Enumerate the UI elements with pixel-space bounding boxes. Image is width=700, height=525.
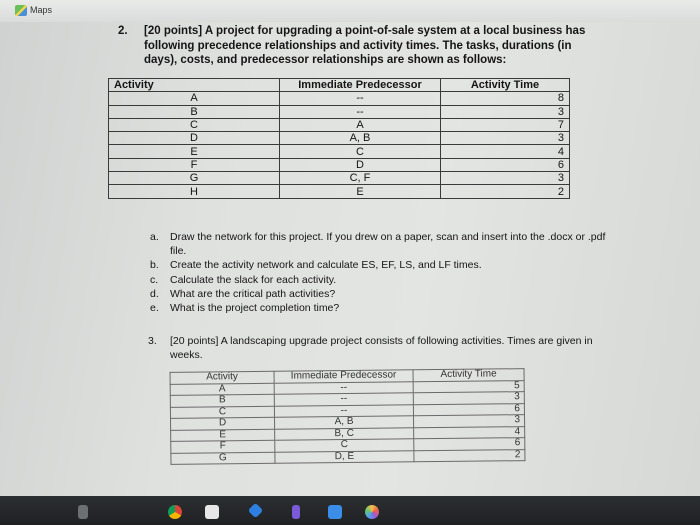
list-item [150, 301, 610, 315]
cell-activity: G [171, 452, 275, 465]
list-item-key: d. [150, 287, 159, 300]
cell-time: 8 [441, 92, 570, 105]
table-row [109, 172, 570, 185]
maps-icon[interactable] [15, 5, 27, 16]
list-item [150, 273, 610, 287]
cell-time: 3 [441, 172, 570, 185]
cell-time: 7 [441, 118, 570, 131]
list-item-key: e. [150, 302, 159, 315]
cell-time: 6 [441, 158, 570, 171]
list-item-key: c. [150, 273, 159, 286]
cell-activity: B [170, 394, 274, 407]
cell-time: 4 [414, 426, 525, 439]
cell-predecessor: -- [274, 393, 413, 406]
cell-activity: B [109, 105, 280, 118]
question-2 [118, 24, 588, 68]
list-item-text: What are the critical path activities? [170, 287, 336, 300]
cell-activity: G [109, 172, 280, 185]
dropbox-icon[interactable] [248, 503, 264, 519]
list-item-key: b. [150, 259, 159, 272]
list-item-text: Create the activity network and calculate ES, EF, LS, and LF times. [170, 259, 482, 272]
cell-predecessor: A, B [280, 132, 441, 145]
cell-time: 6 [413, 403, 524, 416]
table-row [109, 132, 570, 145]
question-2-number: 2. [118, 25, 128, 37]
list-item [150, 258, 610, 272]
table-header-predecessor: Immediate Predecessor [274, 370, 413, 383]
cell-predecessor: C, F [280, 172, 441, 185]
cell-activity: A [109, 92, 280, 105]
table-row [109, 105, 570, 118]
question-3-number: 3. [148, 335, 157, 347]
cell-time: 3 [441, 105, 570, 118]
cell-time: 4 [441, 145, 570, 158]
store-icon[interactable] [205, 505, 219, 519]
cell-activity: F [109, 158, 280, 171]
title-bar [0, 0, 700, 22]
cell-activity: E [109, 145, 280, 158]
cell-predecessor: D, E [275, 450, 414, 463]
list-item [150, 230, 610, 258]
table-row [109, 118, 570, 131]
cell-activity: C [109, 118, 280, 131]
list-item-text: Calculate the slack for each activity. [170, 273, 337, 286]
question-2-text: [20 points] A project for upgrading a point-of-sale system at a local business has following precedence relationships and activity times. The tasks, durations (in days), costs, and predecessor relationships are shown as follows: [144, 25, 586, 67]
cell-predecessor: -- [280, 92, 441, 105]
table-row [109, 145, 570, 158]
chrome-icon[interactable] [168, 505, 182, 519]
taskbar [0, 496, 700, 525]
table-header-time: Activity Time [413, 369, 524, 382]
cell-predecessor: -- [280, 105, 441, 118]
photos-icon[interactable] [365, 505, 379, 519]
list-item [150, 287, 610, 301]
cell-predecessor: C [275, 439, 414, 452]
table-row [109, 158, 570, 171]
cell-time: 3 [413, 392, 524, 405]
cell-activity: D [109, 132, 280, 145]
cell-activity: F [171, 440, 275, 453]
window-title: Maps [30, 5, 53, 15]
finder-icon[interactable] [78, 505, 88, 519]
cell-predecessor: -- [274, 404, 413, 417]
cell-time: 3 [441, 132, 570, 145]
cell-activity: H [109, 185, 280, 198]
cell-time: 3 [413, 415, 524, 428]
question-2-table [108, 78, 570, 199]
table-row [109, 92, 570, 105]
cell-predecessor: D [280, 158, 441, 171]
cell-predecessor: B, C [275, 427, 414, 440]
table-header-activity: Activity [109, 79, 280, 92]
cell-time: 5 [413, 380, 524, 393]
feather-icon[interactable] [292, 505, 300, 519]
cell-activity: A [170, 383, 274, 396]
mail-icon[interactable] [328, 505, 342, 519]
cell-time: 6 [414, 438, 525, 451]
cell-predecessor: -- [274, 381, 413, 394]
document-page [0, 22, 700, 496]
table-row [171, 449, 525, 464]
cell-predecessor: E [280, 185, 441, 198]
list-item-key: a. [150, 231, 159, 243]
list-item-text: What is the project completion time? [170, 302, 340, 315]
cell-activity: D [171, 417, 275, 430]
question-3-text: [20 points] A landscaping upgrade project consists of following activities. Times are given in weeks. [170, 335, 593, 361]
cell-time: 2 [414, 449, 525, 462]
question-3-table [170, 368, 526, 465]
question-2-subitems [150, 230, 610, 315]
list-item-text: Draw the network for this project. If you drew on a paper, scan and insert into the .docx or .pdf file. [170, 231, 606, 258]
table-row [109, 185, 570, 198]
table-header-predecessor: Immediate Predecessor [280, 79, 441, 92]
cell-activity: C [170, 406, 274, 419]
table-header-activity: Activity [170, 371, 274, 384]
cell-predecessor: A, B [275, 416, 414, 429]
cell-activity: E [171, 429, 275, 442]
cell-predecessor: A [280, 118, 441, 131]
cell-predecessor: C [280, 145, 441, 158]
question-3 [148, 334, 618, 362]
cell-time: 2 [441, 185, 570, 198]
table-header-time: Activity Time [441, 79, 570, 92]
